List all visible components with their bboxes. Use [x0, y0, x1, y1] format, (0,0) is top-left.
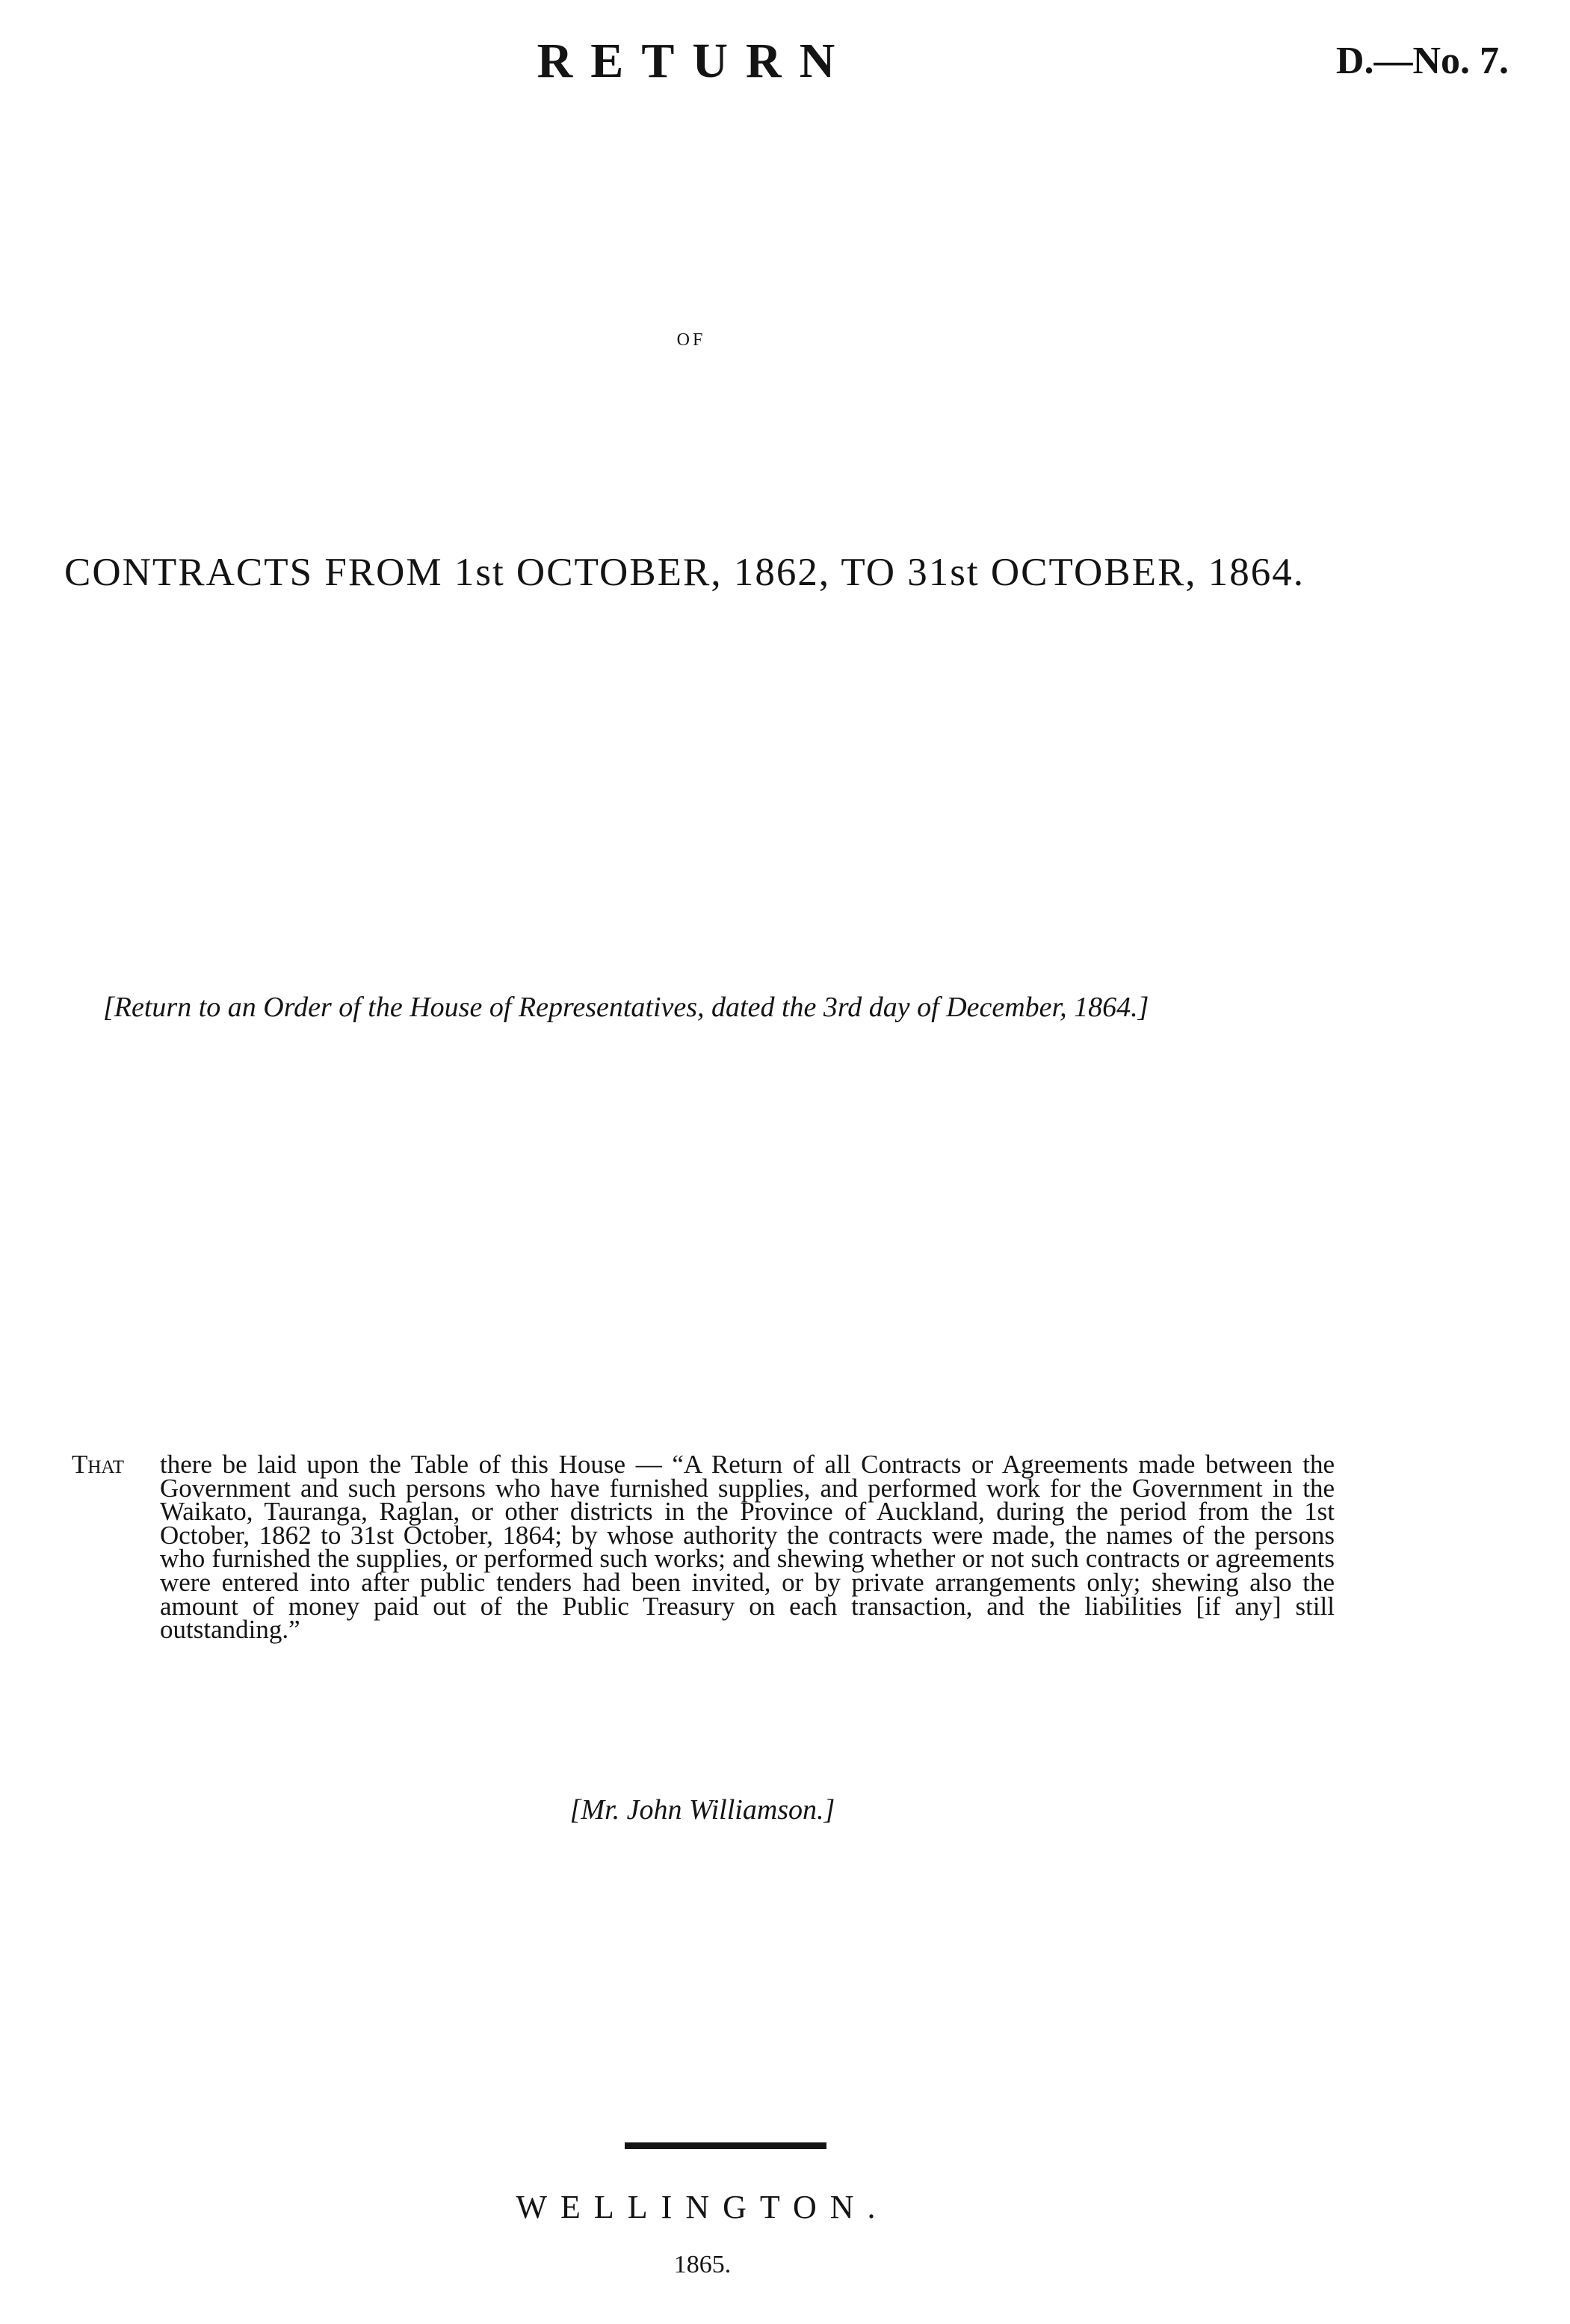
title-connector: OF	[676, 330, 706, 350]
motion-lead-word: That	[72, 1450, 124, 1479]
motion-paragraph	[72, 1450, 1335, 1645]
motion-text: there be laid upon the Table of this House — “A Return of all Contracts or Agreements made between the Government and such persons who have furnished supplies, and performed work for the Government in the Waikato, Tauranga, Raglan, or other districts in the Province of Auckland, during the period from the 1st October, 1862 to 31st October, 1864; by whose authority the contracts were made, the names of the persons who furnished the supplies, or performed such works; and shewing whether or not such contracts or agreements were entered into after public tenders had been invited, or by private arrangements only; shewing also the amount of money paid out of the Public Treasury on each transaction, and the liabilities [if any] still outstanding.”	[160, 1450, 1335, 1645]
document-title: RETURN	[537, 34, 853, 88]
motion-mover: [Mr. John Williamson.]	[569, 1794, 835, 1826]
imprint-place: WELLINGTON.	[516, 2189, 889, 2225]
footer-rule	[625, 2142, 826, 2149]
document-heading: CONTRACTS FROM 1st OCTOBER, 1862, TO 31st OCTOBER, 1864.	[64, 551, 1305, 594]
imprint-year: 1865.	[673, 2251, 732, 2278]
order-note: [Return to an Order of the House of Representatives, dated the 3rd day of December, 1864.]	[103, 992, 1149, 1023]
document-reference: D.—No. 7.	[1335, 40, 1509, 82]
